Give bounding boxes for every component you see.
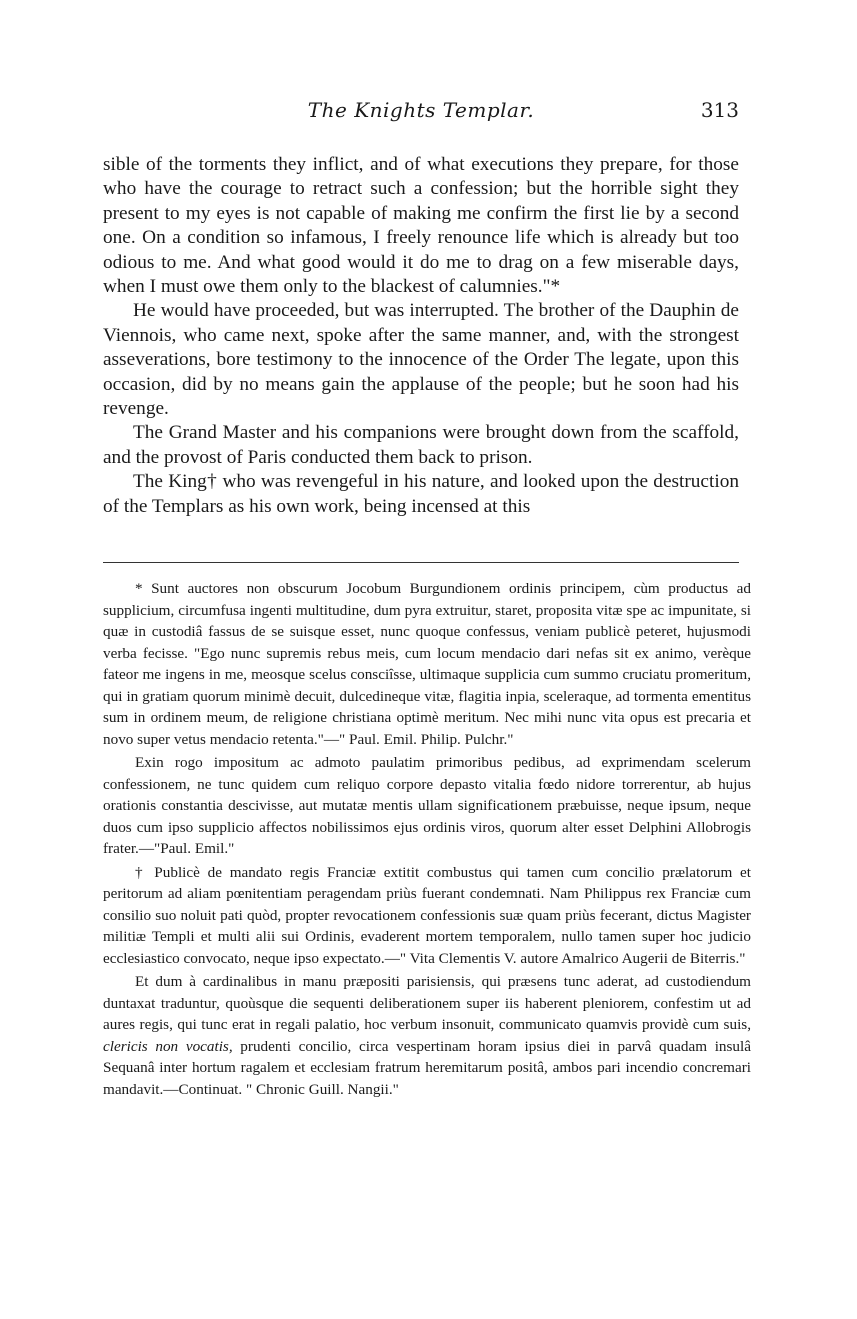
page-header xyxy=(103,98,739,132)
footnote-text: Et dum à cardinalibus in manu præpositi parisiensis, qui præsens tunc aderat, ad custodiendum duntaxat traduntur, quoùsque die sequenti deliberationem super iis haberent pleniorem, confestim ut ad aures regis, qui tunc erat in regali palatio, hoc verbum insonuit, communicato quamvis providè cum suis, xyxy=(103,973,751,1033)
running-title: The Knights Templar. xyxy=(307,98,535,122)
footnote-text: prudenti concilio, circa vespertinam horam ipsius diei in parvâ quadam insulâ Sequanâ inter hortum ragalem et ecclesiam fratrum heremitarum positâ, ambos pari incendio concremari mandavit.—Continuat. " Chronic Guill. Nangii." xyxy=(103,1037,751,1098)
paragraph: The King† who was revengeful in his nature, and looked upon the destruction of the Templars as his own work, being incensed at this xyxy=(103,471,739,517)
paragraph-continued: sible of the torments they inflict, and of what executions they prepare, for those who have the courage to retract such a confession; but the horrible sight they present to my eyes is not capable of making me confirm the first lie by a second one. On a condition so infamous, I freely renounce life which is already but too odious to me. And what good would it do me to drag on a few miserable days, when I must owe them only to the blackest of calumnies."* xyxy=(103,154,739,298)
footnote-dagger: † Publicè de mandato regis Franciæ extitit combustus qui tamen cum concilio prælatorum et peritorum ad aliam pœnitentiam peragendam priùs fuerant condemnati. Nam Philippus rex Franciæ cum consilio suo noluit pati quòd, propter revocationem confessionis suæ quam priùs fecerant, dictus Magister militiæ Templi et multi alii sui Ordinis, evaderent mortem temporalem, nullo tamen super hoc judicio ecclesiastico convocato, neque ipso expectato.—" Vita Clementis V. autore Amalrico Augerii de Biterris." xyxy=(103,863,751,967)
footnote-continuation: Exin rogo impositum ac admoto paulatim primoribus pedibus, ad exprimendam scelerum confessionem, ne tunc quidem cum reliquo corpore depasto vitalia fœdo nidore torrerentur, ab hujus orationis constantia descivisse, aut mutatæ mentis ullam significationem præbuisse, neque ipsum, neque duos cum ipso supplicio affectos nobilissimos ejus ordinis viros, quorum alter esset Delphini Allobrogis frater.—"Paul. Emil." xyxy=(103,754,751,857)
footnotes xyxy=(103,578,751,1102)
main-text xyxy=(103,153,739,519)
paragraph: He would have proceeded, but was interrupted. The brother of the Dauphin de Viennois, who came next, spoke after the same manner, and, with the strongest asseverations, bore testimony to the innocence of the Order The legate, upon this occasion, did by no means gain the applause of the people; but he soon had his revenge. xyxy=(103,300,739,420)
page-number: 313 xyxy=(700,98,739,122)
footnote-divider xyxy=(103,562,739,563)
footnote-continuation-2 xyxy=(103,971,751,1100)
paragraph: The Grand Master and his companions were brought down from the scaffold, and the provost of Paris conducted them back to prison. xyxy=(103,422,739,468)
footnote-italic-text: clericis non vocatis, xyxy=(103,1037,233,1055)
footnote-asterisk: * Sunt auctores non obscurum Jocobum Burgundionem ordinis principem, cùm productus ad supplicium, circumfusa ingenti multitudine, dum pyra extruitur, staret, proposita vitæ spe ac impunitate, si quæ in custodiâ fassus de se suisque esset, nunc quoque confessus, veniam publicè peteret, hujusmodi verba fecisse. "Ego nunc supremis rebus meis, cum locum mendacio dari nefas sit ex animo, verèque fateor me ingens in me, meosque scelus consciîsse, ultimaque supplicia cum summo cruciatu promeritum, qui in gratiam quorum minimè decuit, dulcedineque vitæ, flagitia inpia, sceleraque, ad tormenta ementitus sum in ordinem meum, de religione christiana optimè meritum. Nec mihi nunc vita opus est precaria et novo super vetus mendacio retenta."—" Paul. Emil. Philip. Pulchr." xyxy=(103,580,751,748)
